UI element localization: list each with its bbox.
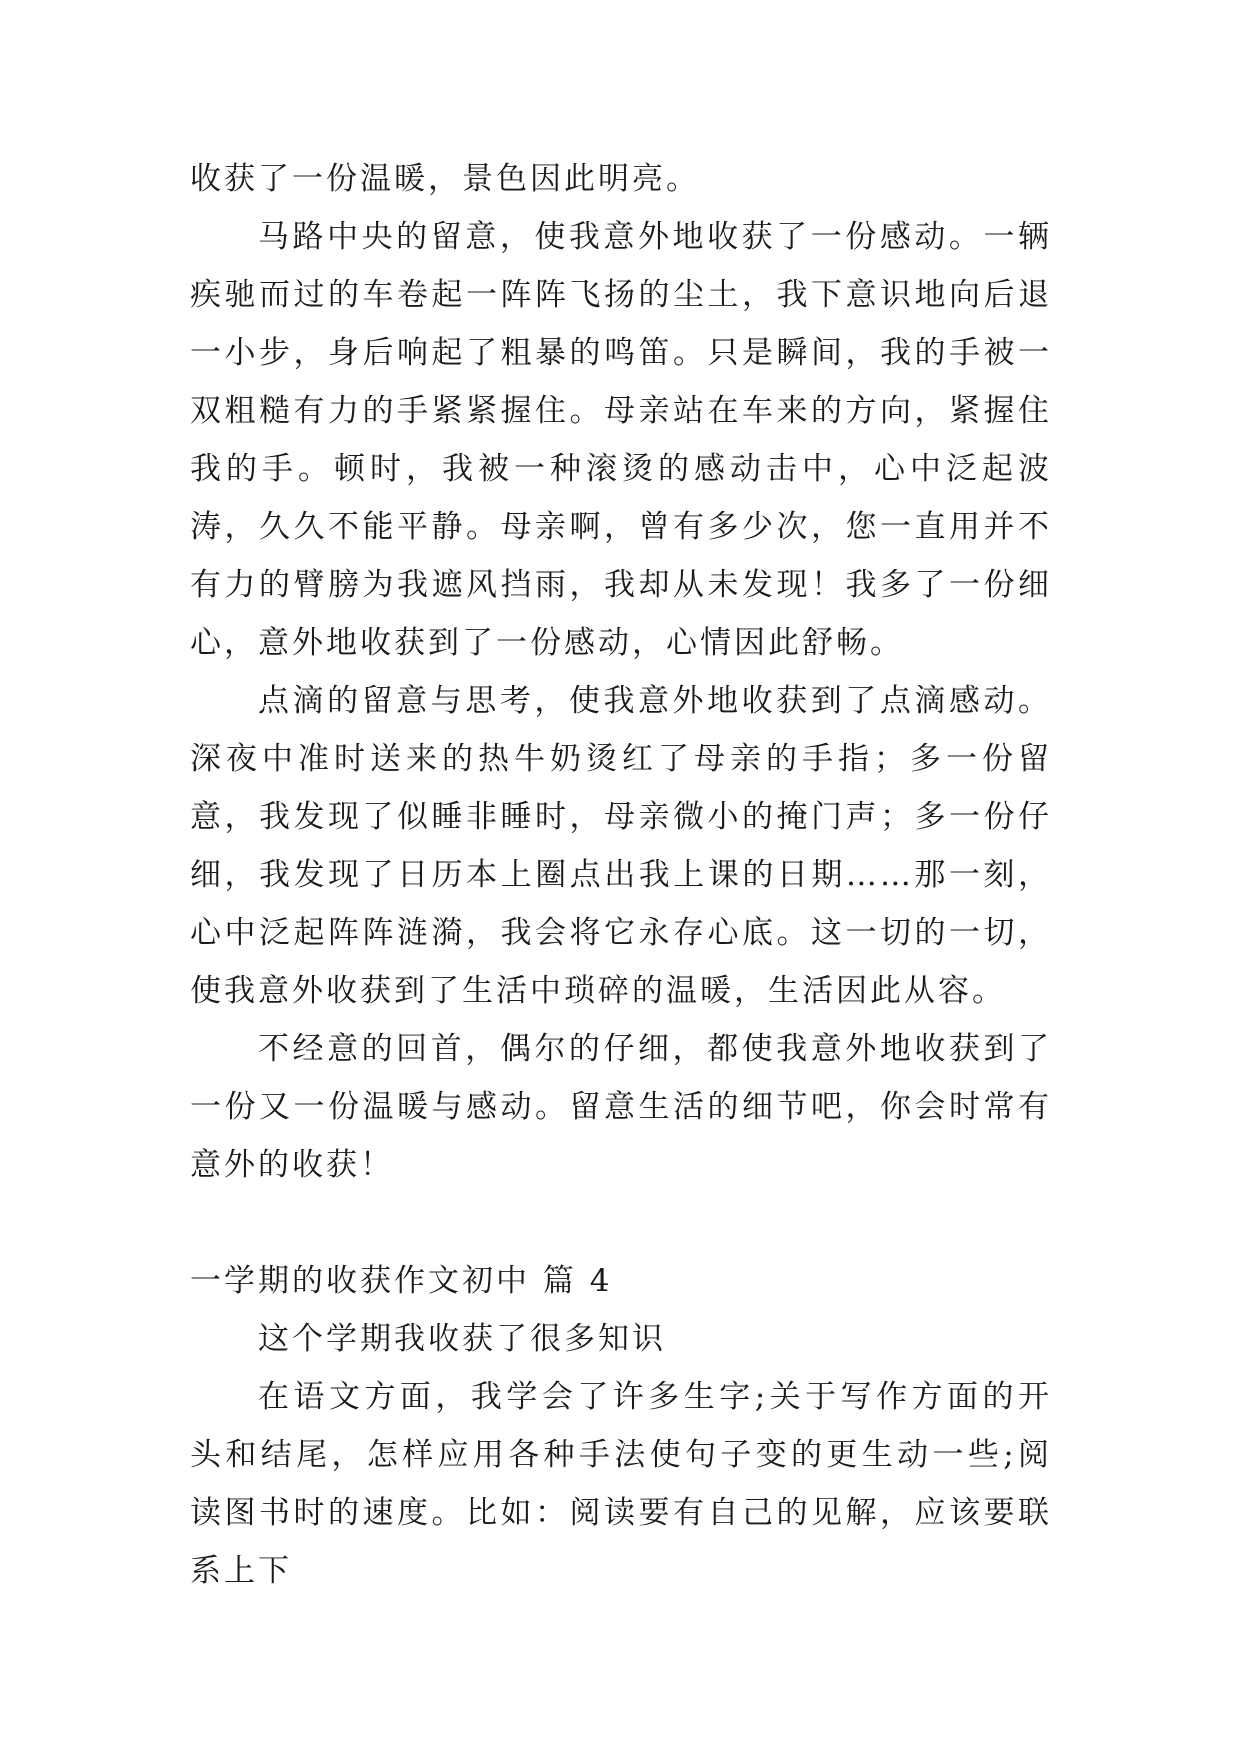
paragraph-road: 马路中央的留意，使我意外地收获了一份感动。一辆疾驰而过的车卷起一阵阵飞扬的尘土，我下意识地向后退一小步，身后响起了粗暴的鸣笛。只是瞬间，我的手被一双粗糙有力的手紧紧握住。母亲站在车来的方向，紧握住我的手。顿时，我被一种滚烫的感动击中，心中泛起波涛，久久不能平静。母亲啊，曾有多少次，您一直用并不有力的臂膀为我遮风挡雨，我却从未发现！我多了一份细心，意外地收获到了一份感动，心情因此舒畅。	[190, 219, 1052, 661]
section-heading: 一学期的收获作文初中 篇 4	[190, 1263, 613, 1299]
section-gap	[190, 1194, 1052, 1252]
section-subtitle: 这个学期我收获了很多知识	[258, 1321, 666, 1357]
paragraph-conclusion: 不经意的回首，偶尔的仔细，都使我意外地收获到了一份又一份温暖与感动。留意生活的细节吧，你会时常有意外的收获！	[190, 1031, 1052, 1183]
paragraph-continuation: 收获了一份温暖，景色因此明亮。	[190, 161, 700, 197]
document-body	[190, 150, 1052, 1600]
paragraph-details: 点滴的留意与思考，使我意外地收获到了点滴感动。深夜中准时送来的热牛奶烫红了母亲的手指；多一份留意，我发现了似睡非睡时，母亲微小的掩门声；多一份仔细，我发现了日历本上圈点出我上课的日期……那一刻，心中泛起阵阵涟漪，我会将它永存心底。这一切的一切，使我意外收获到了生活中琐碎的温暖，生活因此从容。	[190, 683, 1052, 1009]
paragraph-chinese-study: 在语文方面，我学会了许多生字;关于写作方面的开头和结尾，怎样应用各种手法使句子变的更生动一些;阅读图书时的速度。比如：阅读要有自己的见解，应该要联系上下	[190, 1379, 1052, 1589]
